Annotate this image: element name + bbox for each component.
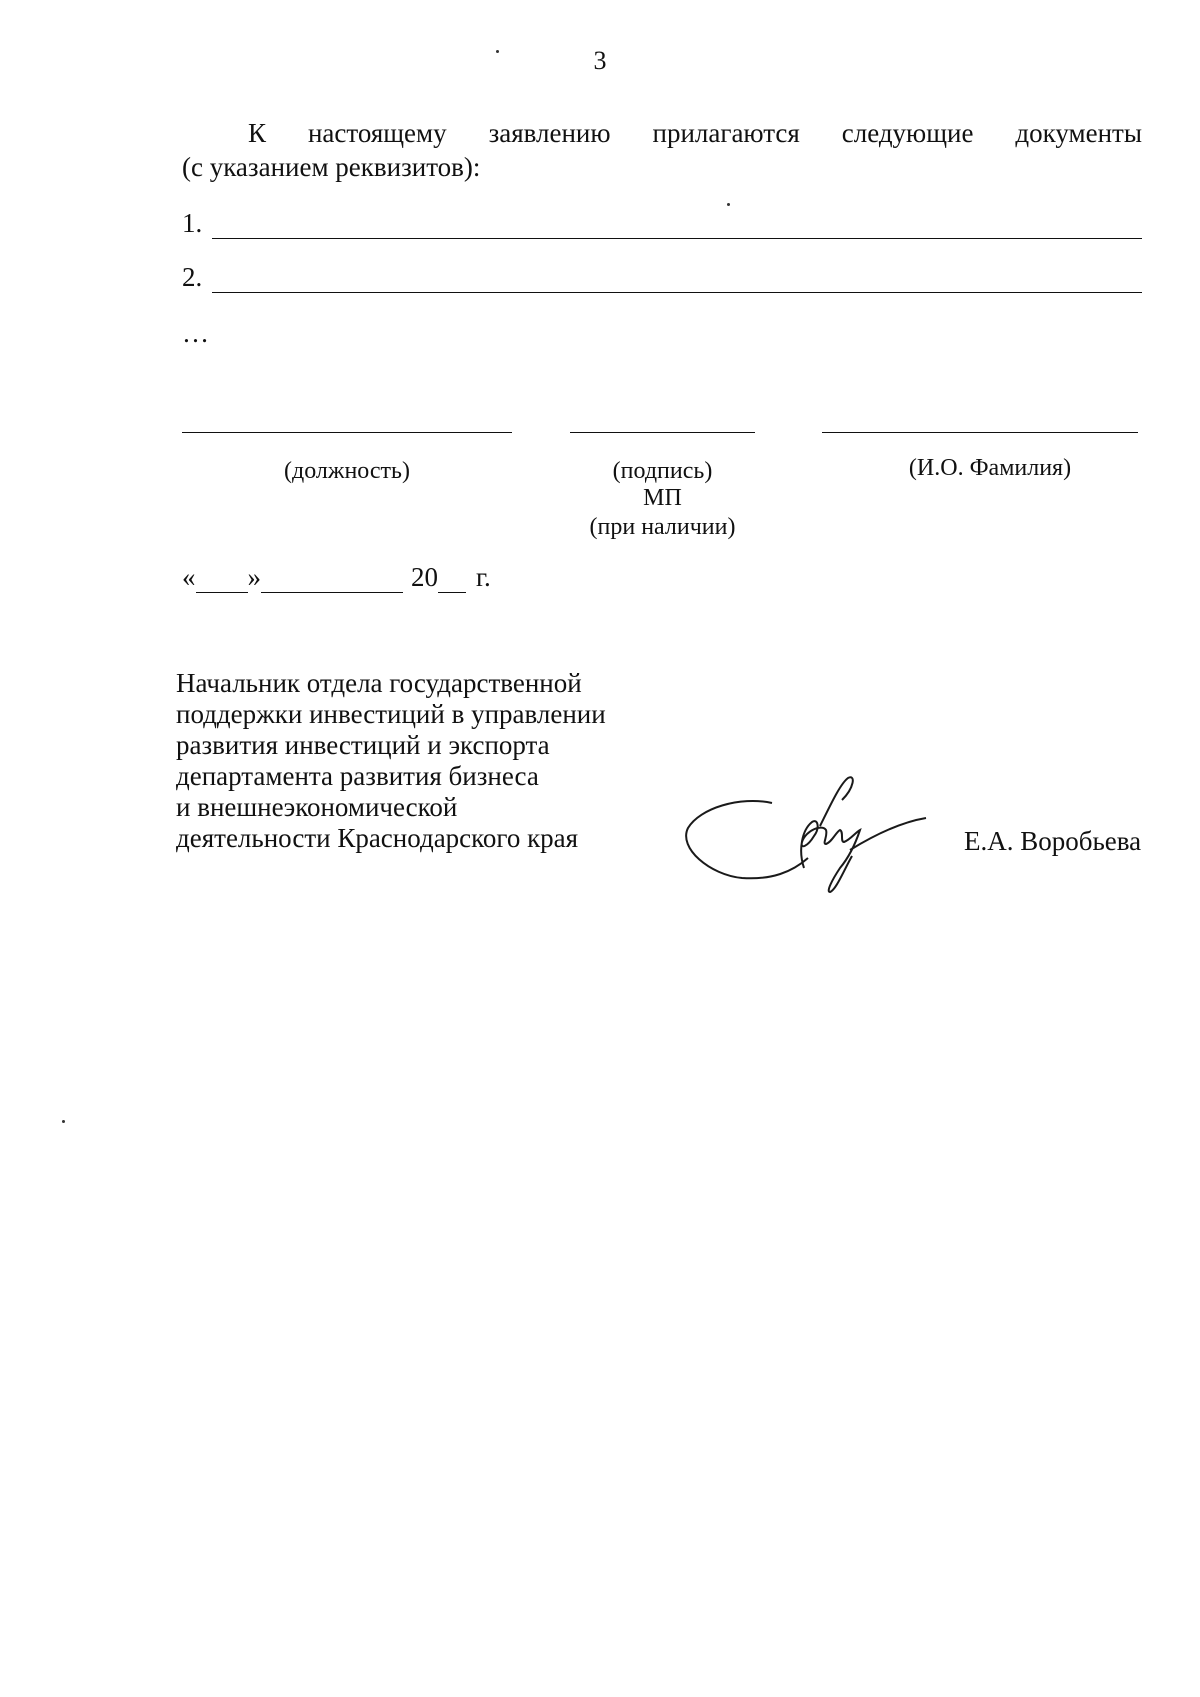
attachment-blank-line bbox=[212, 272, 1142, 293]
day-blank bbox=[196, 570, 248, 593]
position-caption: (должность) bbox=[284, 458, 410, 484]
position-line bbox=[182, 432, 512, 433]
name-caption: (И.О. Фамилия) bbox=[908, 455, 1072, 481]
intro-word: прилагаются bbox=[652, 118, 800, 148]
year-blank bbox=[438, 570, 466, 593]
intro-line-2: (с указанием реквизитов): bbox=[182, 152, 481, 182]
scan-speck bbox=[496, 50, 499, 53]
intro-word: документы bbox=[1015, 118, 1142, 148]
signer-name: Е.А. Воробьева bbox=[964, 826, 1142, 856]
year-prefix: 20 bbox=[411, 562, 438, 592]
intro-word: настоящему bbox=[307, 118, 447, 148]
official-title-line: поддержки инвестиций в управлении bbox=[176, 699, 606, 729]
official-title-line: Начальник отдела государственной bbox=[176, 668, 582, 698]
official-title-line: и внешнеэкономической bbox=[176, 792, 458, 822]
year-suffix: г. bbox=[476, 562, 491, 592]
official-title-line: деятельности Краснодарского края bbox=[176, 823, 579, 853]
attachment-row-2 bbox=[182, 262, 1142, 293]
date-line bbox=[182, 562, 491, 593]
intro-word: следующие bbox=[841, 118, 974, 148]
scan-speck bbox=[727, 203, 730, 206]
date-open-quote: « bbox=[182, 562, 196, 592]
date-close-quote: » bbox=[247, 562, 261, 592]
attachment-blank-line bbox=[212, 218, 1142, 239]
attachment-number: 1. bbox=[182, 208, 203, 238]
official-title-line: развития инвестиций и экспорта bbox=[176, 730, 550, 760]
attachment-number: 2. bbox=[182, 262, 203, 292]
scan-speck bbox=[62, 1120, 65, 1123]
attachment-row-1 bbox=[182, 208, 1142, 239]
list-ellipsis: … bbox=[182, 318, 209, 348]
intro-word: заявлению bbox=[488, 118, 611, 148]
intro-word: К bbox=[248, 118, 267, 148]
month-blank bbox=[261, 570, 403, 593]
official-title bbox=[176, 668, 606, 854]
official-title-line: департамента развития бизнеса bbox=[176, 761, 539, 791]
name-line bbox=[822, 432, 1138, 433]
stamp-caption: МП bbox=[643, 485, 682, 511]
signature-line bbox=[570, 432, 755, 433]
signature-caption: (подпись) bbox=[612, 458, 713, 484]
handwritten-signature bbox=[680, 770, 940, 920]
stamp-note: (при наличии) bbox=[589, 514, 736, 540]
page-number: 3 bbox=[593, 46, 607, 75]
intro-line-1 bbox=[182, 118, 1142, 149]
